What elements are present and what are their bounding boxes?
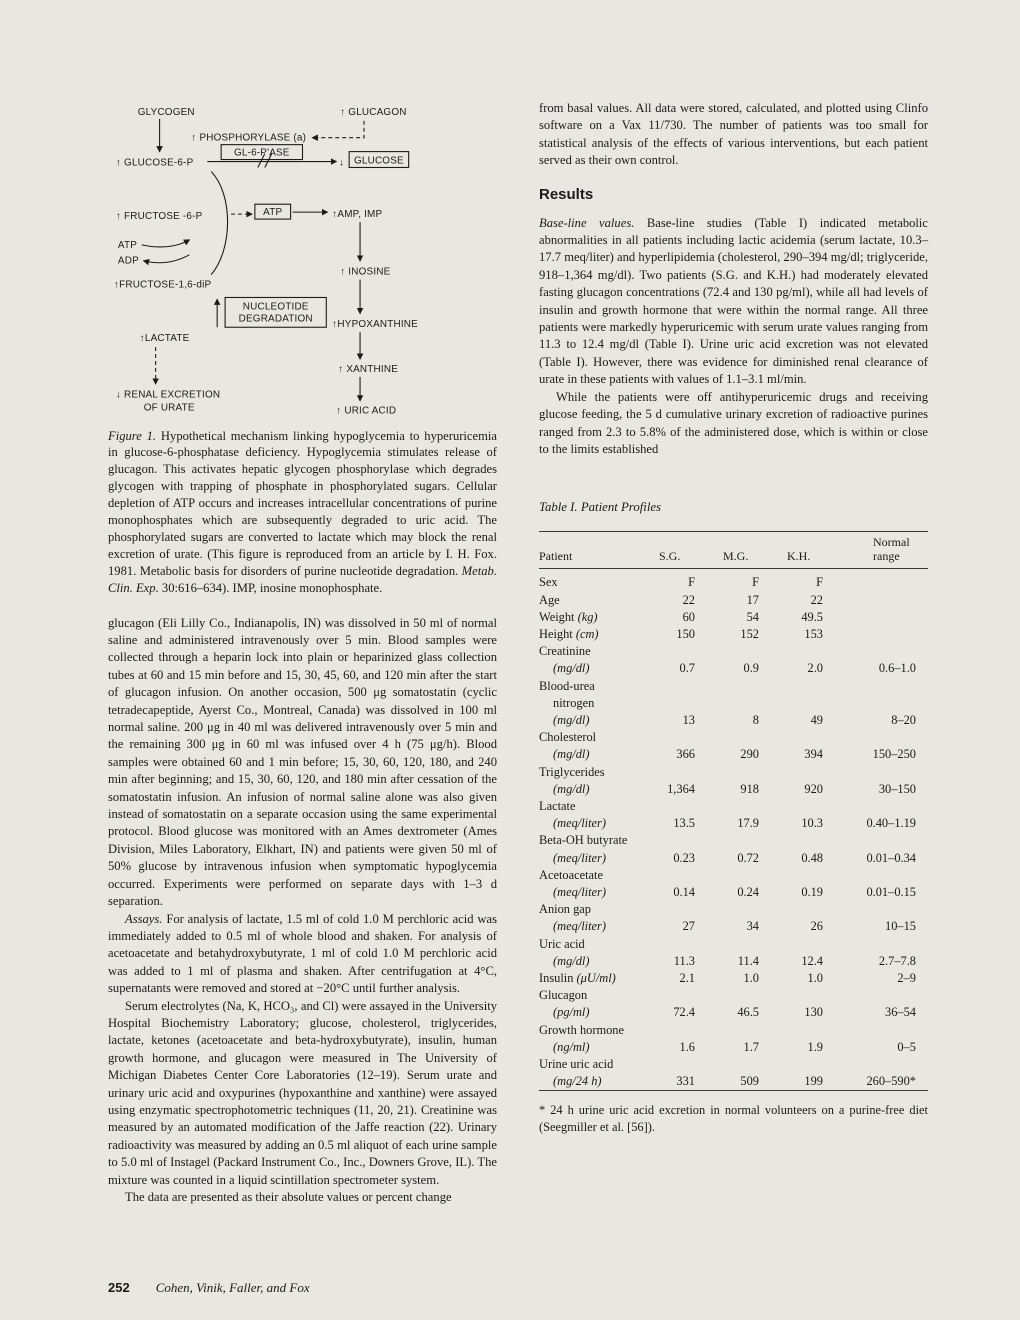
value-cell: 509: [740, 1074, 759, 1089]
value-cell: 17.9: [737, 816, 759, 831]
value-cell: 26: [810, 919, 823, 934]
normal-range-cell: 8–20: [891, 712, 916, 727]
normal-range-cell: 0.40–1.19: [866, 816, 916, 831]
value-cell: [715, 798, 779, 815]
value-cell: 918: [740, 781, 759, 796]
table-row: [539, 970, 928, 987]
value-cell: [651, 695, 715, 712]
value-cell: 1.7: [743, 1039, 759, 1054]
row-label: Anion gap: [539, 902, 591, 917]
normal-range-cell: 0.6–1.0: [878, 661, 916, 676]
assays-text: For analysis of lactate, 1.5 ml of cold 1.0 M perchloric acid was immediately added to 0.5 ml of whole blood and shaken. For analysis of acetoacetate and betahydroxybutyrate, 1 ml of cold 1.0 M perchloric acid was added to 1 ml of plasma and shaken. After centrifugation at 4°C, supernatants were removed and stored at −20°C until further analysis.: [108, 911, 497, 996]
value-cell: 72.4: [673, 1005, 695, 1020]
value-cell: [715, 901, 779, 918]
value-cell: 1.0: [807, 970, 823, 985]
label-renal-excretion: ↓ RENAL EXCRETION: [115, 389, 221, 401]
value-cell: [715, 832, 779, 849]
col-header-kh: K.H.: [779, 532, 843, 569]
value-cell: [651, 678, 715, 695]
table-row: [539, 867, 928, 884]
row-label: Beta-OH butyrate: [539, 833, 628, 848]
right-column: [539, 100, 928, 1206]
value-cell: [779, 901, 843, 918]
diagram-labels: [114, 107, 418, 417]
row-label: Sex: [539, 575, 558, 590]
normal-range-cell: [843, 987, 928, 1004]
row-label: Growth hormone: [539, 1022, 624, 1037]
value-cell: 34: [746, 919, 759, 934]
row-label: (mg/24 h): [553, 1074, 602, 1089]
normal-range-cell: 36–54: [885, 1005, 916, 1020]
normal-range-cell: [843, 695, 928, 712]
value-cell: 0.48: [801, 850, 823, 865]
figure-1: [108, 100, 497, 597]
value-cell: [715, 764, 779, 781]
left-column: [108, 100, 497, 1206]
value-cell: [779, 867, 843, 884]
label-glucose: GLUCOSE: [353, 155, 404, 167]
table-row: [539, 746, 928, 763]
label-gl-6-pase: GL-6-P'ASE: [233, 147, 290, 159]
value-cell: 0.7: [679, 661, 695, 676]
value-cell: 8: [752, 712, 759, 727]
value-cell: [715, 987, 779, 1004]
table-row: [539, 678, 928, 695]
normal-range-cell: 0.01–0.34: [866, 850, 916, 865]
table-row: [539, 1022, 928, 1039]
two-column-layout: [108, 100, 928, 1206]
value-cell: 0.72: [737, 850, 759, 865]
row-label: Glucagon: [539, 988, 588, 1003]
figure-caption-body: Hypothetical mechanism linking hypoglycemia to hyperuricemia in glucose-6-phosphatase deficiency. Hypoglycemia stimulates release of glucagon. This activates hepatic glycogen phosphorylase which degrades glycogen with trapping of phosphate in phosphorylated sugars. Cellular depletion of ATP occurs and increases intracellular concentrations of purine monophosphates which are subsequently degraded to uric acid. The phosphorylated sugars are converted to lactate which may block the renal excretion of urate. (This figure is reproduced from an article by I. H. Fox. 1981. Metabolic basis for disorders of purine nucleotide degradation.: [108, 428, 497, 578]
normal-range-cell: 30–150: [878, 781, 916, 796]
label-glucagon: ↑ GLUCAGON: [340, 106, 407, 118]
value-cell: 2.1: [679, 970, 695, 985]
paragraph: [108, 911, 497, 998]
label-hypoxanthine: ↑HYPOXANTHINE: [332, 319, 418, 331]
normal-range-cell: 150–250: [872, 747, 916, 762]
value-cell: 22: [810, 592, 823, 607]
value-cell: 1.6: [679, 1039, 695, 1054]
normal-range-cell: [843, 798, 928, 815]
normal-range-cell: [843, 867, 928, 884]
value-cell: [779, 798, 843, 815]
value-cell: [779, 695, 843, 712]
value-cell: [779, 764, 843, 781]
normal-header-line2: range: [873, 548, 900, 563]
table-footnote: * 24 h urine uric acid excretion in normal volunteers on a purine-free diet (Seegmiller et al. [56]).: [539, 1103, 928, 1134]
value-cell: [651, 832, 715, 849]
value-cell: 331: [676, 1074, 695, 1089]
label-uric-acid: ↑ URIC ACID: [336, 405, 397, 417]
normal-range-cell: [843, 729, 928, 746]
table-1: [539, 500, 928, 1135]
value-cell: 153: [804, 626, 823, 641]
normal-header-line1: Normal: [873, 535, 910, 550]
label-inosine: ↑ INOSINE: [340, 266, 391, 278]
value-cell: [651, 729, 715, 746]
value-cell: [779, 832, 843, 849]
normal-range-cell: [843, 1022, 928, 1039]
figure-caption-end: 30:616–634). IMP, inosine monophosphate.: [161, 580, 383, 595]
normal-range-cell: 2.7–7.8: [878, 953, 916, 968]
row-label: (meq/liter): [553, 850, 606, 865]
baseline-lead: Base-line values.: [539, 215, 635, 230]
table-row: [539, 987, 928, 1004]
table-row: [539, 592, 928, 609]
value-cell: 46.5: [737, 1005, 759, 1020]
value-cell: 54: [746, 609, 759, 624]
value-cell: [715, 643, 779, 660]
value-cell: [651, 1056, 715, 1073]
value-cell: 10.3: [801, 816, 823, 831]
table-row: [539, 1073, 928, 1091]
row-label: (mg/dl): [553, 953, 590, 968]
value-cell: 152: [740, 626, 759, 641]
value-cell: [715, 867, 779, 884]
normal-range-cell: [843, 592, 928, 609]
normal-range-cell: 0–5: [897, 1039, 916, 1054]
row-label: Cholesterol: [539, 730, 597, 745]
label-glycogen: GLYCOGEN: [137, 106, 195, 118]
table-row: [539, 936, 928, 953]
value-cell: [651, 643, 715, 660]
value-cell: 11.4: [737, 953, 759, 968]
value-cell: [715, 729, 779, 746]
value-cell: [779, 1056, 843, 1073]
normal-range-cell: 10–15: [885, 919, 916, 934]
normal-range-cell: [843, 678, 928, 695]
assays-lead: Assays.: [125, 911, 163, 926]
value-cell: [779, 987, 843, 1004]
value-cell: [651, 936, 715, 953]
value-cell: [651, 867, 715, 884]
row-label: nitrogen: [553, 695, 595, 710]
table-row: [539, 953, 928, 970]
normal-range-cell: [843, 1056, 928, 1073]
row-label: Lactate: [539, 798, 576, 813]
table-row: [539, 918, 928, 935]
table-row: [539, 884, 928, 901]
value-cell: [651, 798, 715, 815]
value-cell: 920: [804, 781, 823, 796]
value-cell: 49.5: [801, 609, 823, 624]
label-xanthine: ↑ XANTHINE: [338, 363, 399, 375]
value-cell: 0.14: [673, 884, 695, 899]
value-cell: 1.9: [807, 1039, 823, 1054]
label-glucose-6-p: ↑ GLUCOSE-6-P: [115, 157, 194, 169]
col-header-normal-range: [843, 532, 928, 569]
value-cell: 17: [746, 592, 759, 607]
row-label: (mg/dl): [553, 712, 590, 727]
row-label: (meq/liter): [553, 884, 606, 899]
table-row: [539, 626, 928, 643]
value-cell: 0.24: [737, 884, 759, 899]
value-cell: F: [816, 575, 823, 590]
value-cell: 2.0: [807, 661, 823, 676]
normal-range-cell: 2–9: [897, 970, 916, 985]
col-header-mg: M.G.: [715, 532, 779, 569]
paragraph: The data are presented as their absolute values or percent change: [125, 1190, 452, 1205]
value-cell: [779, 678, 843, 695]
table-row: [539, 712, 928, 729]
row-label: Insulin (μU/ml): [539, 970, 616, 985]
figure-1-diagram: [108, 100, 497, 418]
label-atp-box: ATP: [263, 207, 283, 219]
label-amp-imp: ↑AMP, IMP: [332, 209, 383, 221]
value-cell: F: [752, 575, 759, 590]
normal-range-cell: [843, 901, 928, 918]
value-cell: [715, 695, 779, 712]
label-fructose-1-6-dip: ↑FRUCTOSE-1,6-diP: [113, 279, 212, 291]
value-cell: [651, 1022, 715, 1039]
value-cell: 394: [804, 747, 823, 762]
label-lactate: ↑LACTATE: [139, 333, 190, 345]
row-label: Age: [539, 592, 560, 607]
normal-range-cell: [843, 609, 928, 626]
table-row: [539, 832, 928, 849]
page-number: 252: [108, 1280, 130, 1295]
label-degradation: DEGRADATION: [238, 313, 313, 325]
value-cell: [779, 643, 843, 660]
value-cell: 290: [740, 747, 759, 762]
row-label: (mg/dl): [553, 747, 590, 762]
paragraph: glucagon (Eli Lilly Co., Indianapolis, IN) was dissolved in 50 ml of normal saline and administered intravenously over 5 min. Blood samples were collected through a heparin lock into plain or heparinized glass collection tubes at 60 and 15 min before and 15, 30, 45, 60, and 120 min after the start of glucagon infusion. On another occasion, 500 μg somatostatin (cyclic tetradecapeptide, Ayerst Co., Montreal, Canada) was dissolved in 100 ml normal saline. 200 μg in 40 ml was delivered intravenously over 5 min and the remaining 300 μg in 60 ml was infused over 4 h (75 μg/h). Blood samples were obtained 60 and 1 min before; 15, 30, 60, 120, 180, and 240 min after beginning; and 15, 30, 60, 120, and 180 min after cessation of the somatostatin infusion. An infusion of normal saline alone was also given instead of somatostatin on a separate occasion using the same experimental protocol. Blood glucose was monitored with an Ames dextrometer (Ames Division, Miles Laboratory, Elkhart, IN) and patients were given 50 ml of 50% glucose by intravenous infusion when symptomatic hypoglycemia occurred. Experiments were performed on separate days with 1–3 d separation.: [108, 615, 497, 909]
value-cell: 150: [676, 626, 695, 641]
normal-range-cell: 0.01–0.15: [866, 884, 916, 899]
row-label: Blood-urea: [539, 678, 595, 693]
figure-caption: [108, 428, 497, 597]
patient-table-body: [539, 569, 928, 1091]
row-label: Acetoacetate: [539, 867, 603, 882]
paragraph: from basal values. All data were stored, calculated, and plotted using Clinfo software on a Vax 11/730. The number of patients was too small for statistical analysis of the effects of various interventions, but each patient served as their own control.: [539, 101, 928, 168]
table-row: [539, 660, 928, 677]
normal-range-cell: [843, 626, 928, 643]
value-cell: 0.9: [743, 661, 759, 676]
value-cell: [715, 936, 779, 953]
table-header-row: [539, 532, 928, 569]
row-label: (pg/ml): [553, 1005, 590, 1020]
table-row: [539, 850, 928, 867]
value-cell: 60: [682, 609, 695, 624]
baseline-text: Base-line studies (Table I) indicated metabolic abnormalities in all patients including lactic acidemia (serum lactate, 10.3–17.7 meq/liter) and hyperlipidemia (cholesterol, 290–394 mg/dl; triglyceride, 918–1,364 mg/dl). Two patients (S.G. and K.H.) had moderately elevated fasting glucagon concentrations (72.4 and 130 pg/ml), while all had levels of insulin and growth hormone that were within the normal range. All three patients were markedly hyperuricemic with serum urate values ranging from 11.3 to 12.4 mg/dl (Table I). Urine uric acid excretion was not elevated (Table I). However, there was evidence for diminished renal clearance of urate in these patients with values of 1.1–3.1 ml/min.: [539, 215, 928, 387]
value-cell: 22: [682, 592, 695, 607]
value-cell: [651, 901, 715, 918]
table-row: [539, 764, 928, 781]
table-row: [539, 815, 928, 832]
value-cell: [779, 936, 843, 953]
row-label: (mg/dl): [553, 661, 590, 676]
table-row: [539, 729, 928, 746]
table-row: [539, 781, 928, 798]
normal-range-cell: 260–590*: [866, 1074, 916, 1089]
table-row: [539, 798, 928, 815]
value-cell: 12.4: [801, 953, 823, 968]
normal-range-cell: [843, 643, 928, 660]
label-fructose-6-p: ↑ FRUCTOSE -6-P: [115, 211, 203, 223]
value-cell: [651, 764, 715, 781]
paragraph: Serum electrolytes (Na, K, HCO₃, and Cl) were assayed in the University Hospital Biochemistry Laboratory; glucose, cholesterol, triglycerides, lactate, ketones (acetoacetate and beta-hydroxybutyrate), insulin, human growth hormone, and glucagon were measured in The University of Michigan Diabetes Center Core Laboratories (12–19). Serum urate and urinary uric acid and oxypurines (hypoxanthine and xanthine) were assayed using enzymatic spectrophotometric techniques (11, 20, 21). Creatinine was measured by an automated modification of the Jaffe reaction (22). Urinary radioactivity was measured by adding an 0.5 ml aliquot of each urine sample to 5.0 ml of Instagel (Packard Instrument Co., Inc., Downers Grove, IL). The mixture was counted in a liquid scintillation spectrometer system.: [108, 998, 497, 1187]
running-authors: Cohen, Vinik, Faller, and Fox: [155, 1280, 310, 1295]
normal-range-cell: [843, 936, 928, 953]
value-cell: [779, 729, 843, 746]
table-title: Table I. Patient Profiles: [539, 500, 662, 515]
value-cell: 130: [804, 1005, 823, 1020]
figure-caption-journal: Metab. Clin. Exp.: [108, 563, 497, 595]
table-row: [539, 1004, 928, 1021]
paragraph: [539, 215, 928, 389]
row-label: Triglycerides: [539, 764, 605, 779]
row-label: Urine uric acid: [539, 1057, 614, 1071]
value-cell: 0.23: [673, 850, 695, 865]
page-footer: [108, 1280, 310, 1296]
value-cell: 27: [682, 919, 695, 934]
table-row: [539, 1056, 928, 1073]
table-row: [539, 569, 928, 592]
row-label: Weight (kg): [539, 609, 598, 624]
row-label: Height (cm): [539, 626, 599, 641]
value-cell: 366: [676, 747, 695, 762]
value-cell: 11.3: [673, 953, 695, 968]
value-cell: 13: [682, 712, 695, 727]
value-cell: 13.5: [673, 816, 695, 831]
row-label: (meq/liter): [553, 919, 606, 934]
value-cell: [779, 1022, 843, 1039]
value-cell: F: [688, 575, 695, 590]
patient-table: [539, 531, 928, 1091]
col-header-sg: S.G.: [651, 532, 715, 569]
label-phosphorylase: ↑ PHOSPHORYLASE (a): [191, 132, 307, 144]
normal-range-cell: [843, 764, 928, 781]
row-label: (mg/dl): [553, 781, 590, 796]
table-row: [539, 609, 928, 626]
value-cell: 49: [810, 712, 823, 727]
label-nucleotide: NUCLEOTIDE: [242, 301, 309, 313]
value-cell: 1.0: [743, 970, 759, 985]
normal-range-cell: [843, 832, 928, 849]
normal-range-cell: [843, 569, 928, 592]
row-label: Creatinine: [539, 644, 591, 659]
value-cell: 0.19: [801, 884, 823, 899]
table-row: [539, 901, 928, 918]
label-adp: ADP: [117, 255, 139, 267]
table-row: [539, 695, 928, 712]
row-label: (ng/ml): [553, 1039, 590, 1054]
value-cell: 1,364: [667, 781, 695, 796]
row-label: (meq/liter): [553, 816, 606, 831]
value-cell: 199: [804, 1074, 823, 1089]
results-heading: Results: [539, 185, 594, 203]
label-atp: ATP: [117, 239, 138, 251]
value-cell: [651, 987, 715, 1004]
col-header-patient: Patient: [539, 532, 651, 569]
label-of-urate: OF URATE: [143, 402, 195, 414]
figure-caption-lead: Figure 1.: [108, 428, 157, 443]
glucose-decrease-arrow: ↓: [339, 157, 345, 169]
row-label: Uric acid: [539, 936, 585, 951]
paragraph: While the patients were off antihyperuricemic drugs and receiving glucose feeding, the 5 d cumulative urinary excretion of radioactive purines ranged from 2.3 to 5.8% of the administered dose, which is within or close to the limits established: [539, 389, 928, 456]
value-cell: [715, 1022, 779, 1039]
table-row: [539, 643, 928, 660]
table-row: [539, 1039, 928, 1056]
value-cell: [715, 678, 779, 695]
value-cell: [715, 1056, 779, 1073]
